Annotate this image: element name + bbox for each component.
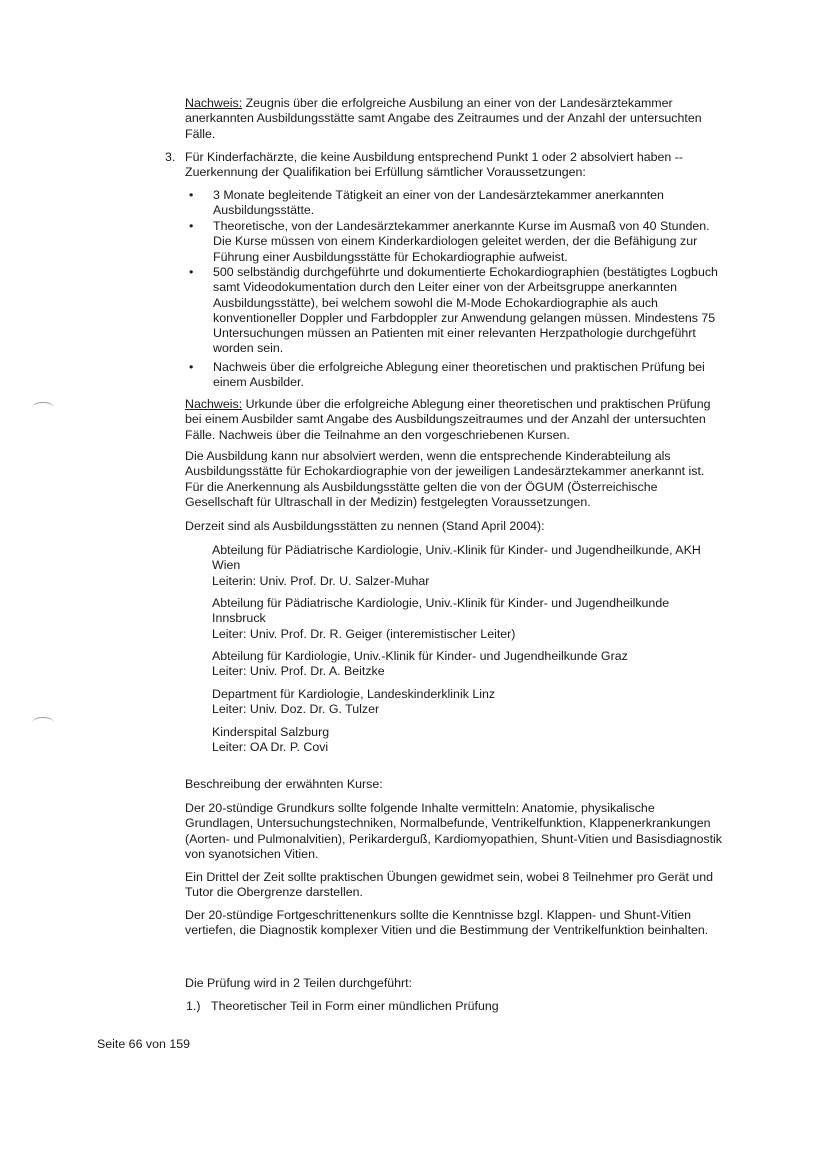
scan-hole-mark (32, 402, 54, 413)
site-entry (212, 687, 712, 718)
nachweis-paragraph-2 (185, 397, 725, 443)
bullet-glyph: • (189, 188, 194, 202)
grundkurs-paragraph: Der 20-stündige Grundkurs sollte folgende Inhalte vermitteln: Anatomie, physikalische Grundlagen, Untersuchungstechniken, Normalbefunde, Ventrikelfunktion, Klappenerkrankungen (Aorten- und Pulmonalvitien), Perikarderguß, Kardiomyopathien, Shunt-Vitien und Basisdiagnostik von syanotsichen Vitien. (185, 801, 722, 861)
site-name: Abteilung für Pädiatrische Kardiologie, Univ.-Klinik für Kinder- und Jugendheilkunde, AKH Wien (212, 543, 701, 573)
bullet-text: Theoretische, von der Landesärztekammer anerkannte Kurse im Ausmaß von 40 Stunden. Die Kurse müssen von einem Kinderkardiologen geleitet werden, der die Befähigung zur Führung einer Ausbildungsstätte für Echokardiographie aufweist. (213, 219, 710, 264)
bullet-text: 3 Monate begleitende Tätigkeit an einer von der Landesärztekammer anerkannten Ausbildungsstätte. (213, 188, 664, 218)
site-entry (212, 596, 712, 642)
teil1-text: Theoretischer Teil in Form einer mündlichen Prüfung (211, 999, 499, 1013)
site-entry (212, 725, 712, 756)
scan-hole-mark (32, 717, 54, 728)
list-item-3-text: Für Kinderfachärzte, die keine Ausbildung entsprechend Punkt 1 oder 2 absolviert haben -- Zuerkennung der Qualifikation bei Erfüllung sämtlicher Voraussetzungen: (185, 150, 683, 180)
bullet-text: Nachweis über die erfolgreiche Ablegung einer theoretischen und praktischen Prüfung bei einem Ausbilder. (213, 360, 705, 390)
site-name: Abteilung für Kardiologie, Univ.-Klinik für Kinder- und Jugendheilkunde Graz (212, 649, 628, 663)
nachweis-paragraph-1 (185, 96, 725, 142)
page-number: Seite 66 von 159 (97, 1037, 191, 1051)
site-leader: Leiterin: Univ. Prof. Dr. U. Salzer-Muhar (212, 573, 430, 588)
site-leader: Leiter: Univ. Prof. Dr. R. Geiger (interemistischer Leiter) (212, 626, 516, 641)
site-leader: Leiter: Univ. Prof. Dr. A. Beitzke (212, 664, 385, 679)
fortgeschritten-paragraph: Der 20-stündige Fortgeschrittenenkurs sollte die Kenntnisse bzgl. Klappen- und Shunt-Vitien vertiefen, die Diagnostik komplexer Vitien und die Bestimmung der Ventrikelfunktion beinhalten. (185, 908, 709, 938)
bullet-glyph: • (189, 360, 194, 374)
nachweis-label: Nachweis: (185, 96, 243, 110)
drittel-paragraph: Ein Drittel der Zeit sollte praktischen Übungen gewidmet sein, wobei 8 Teilnehmer pro Gerät und Tutor die Obergrenze darstellen. (185, 870, 714, 900)
site-entry (212, 649, 712, 680)
bullet-glyph: • (189, 265, 194, 279)
nachweis-label: Nachweis: (185, 397, 243, 411)
site-leader: Leiter: Univ. Doz. Dr. G. Tulzer (212, 702, 380, 717)
beschreibung-heading: Beschreibung der erwähnten Kurse: (185, 777, 383, 791)
nachweis-text: Urkunde über die erfolgreiche Ablegung einer theoretischen und praktischen Prüfung bei einem Ausbilder samt Angabe des Ausbildungszeitraumes und der Anzahl der untersuchten Fälle. Nachweis über die Teilnahme an den vorgeschriebenen Kursen. (185, 397, 711, 442)
site-leader: Leiter: OA Dr. P. Covi (212, 740, 329, 755)
site-name: Kinderspital Salzburg (212, 725, 330, 739)
list-number: 3. (165, 150, 176, 164)
list-number: 1.) (186, 999, 201, 1013)
site-name: Abteilung für Pädiatrische Kardiologie, Univ.-Klinik für Kinder- und Jugendheilkunde Innsbruck (212, 596, 670, 626)
bullet-glyph: • (189, 219, 194, 233)
nachweis-text: Zeugnis über die erfolgreiche Ausbilung an einer von der Landesärztekammer anerkannten Ausbildungsstätte samt Angabe des Zeitraumes und der Anzahl der untersuchten Fälle. (185, 96, 702, 141)
site-name: Department für Kardiologie, Landeskinderklinik Linz (212, 687, 496, 701)
derzeit-paragraph: Derzeit sind als Ausbildungsstätten zu nennen (Stand April 2004): (185, 519, 545, 533)
pruefung-heading: Die Prüfung wird in 2 Teilen durchgeführt: (185, 976, 413, 990)
ausbildung-paragraph: Die Ausbildung kann nur absolviert werden, wenn die entsprechende Kinderabteilung als Ausbildungsstätte für Echokardiographie von der jeweiligen Landesärztekammer anerkannt ist. Für die Anerkennung als Ausbildungsstätte gelten die von der ÖGUM (Österreichische Gesellschaft für Ultraschall in der Medizin) festgelegten Voraussetzungen. (185, 449, 705, 509)
bullet-text: 500 selbständig durchgeführte und dokumentierte Echokardiographien (bestätigtes Logbuch samt Videodokumentation durch den Leiter einer von der Arbeitsgruppe anerkannten Ausbildungsstätte), bei welchem sowohl die M-Mode Echokardiographie als auch konventioneller Doppler und Farbdoppler zur Anwendung gelangen müssen. Mindestens 75 Untersuchungen müssen an Patienten mit einer relevanten Herzpathologie durchgeführt worden sein. (213, 265, 718, 356)
site-entry (212, 543, 712, 589)
